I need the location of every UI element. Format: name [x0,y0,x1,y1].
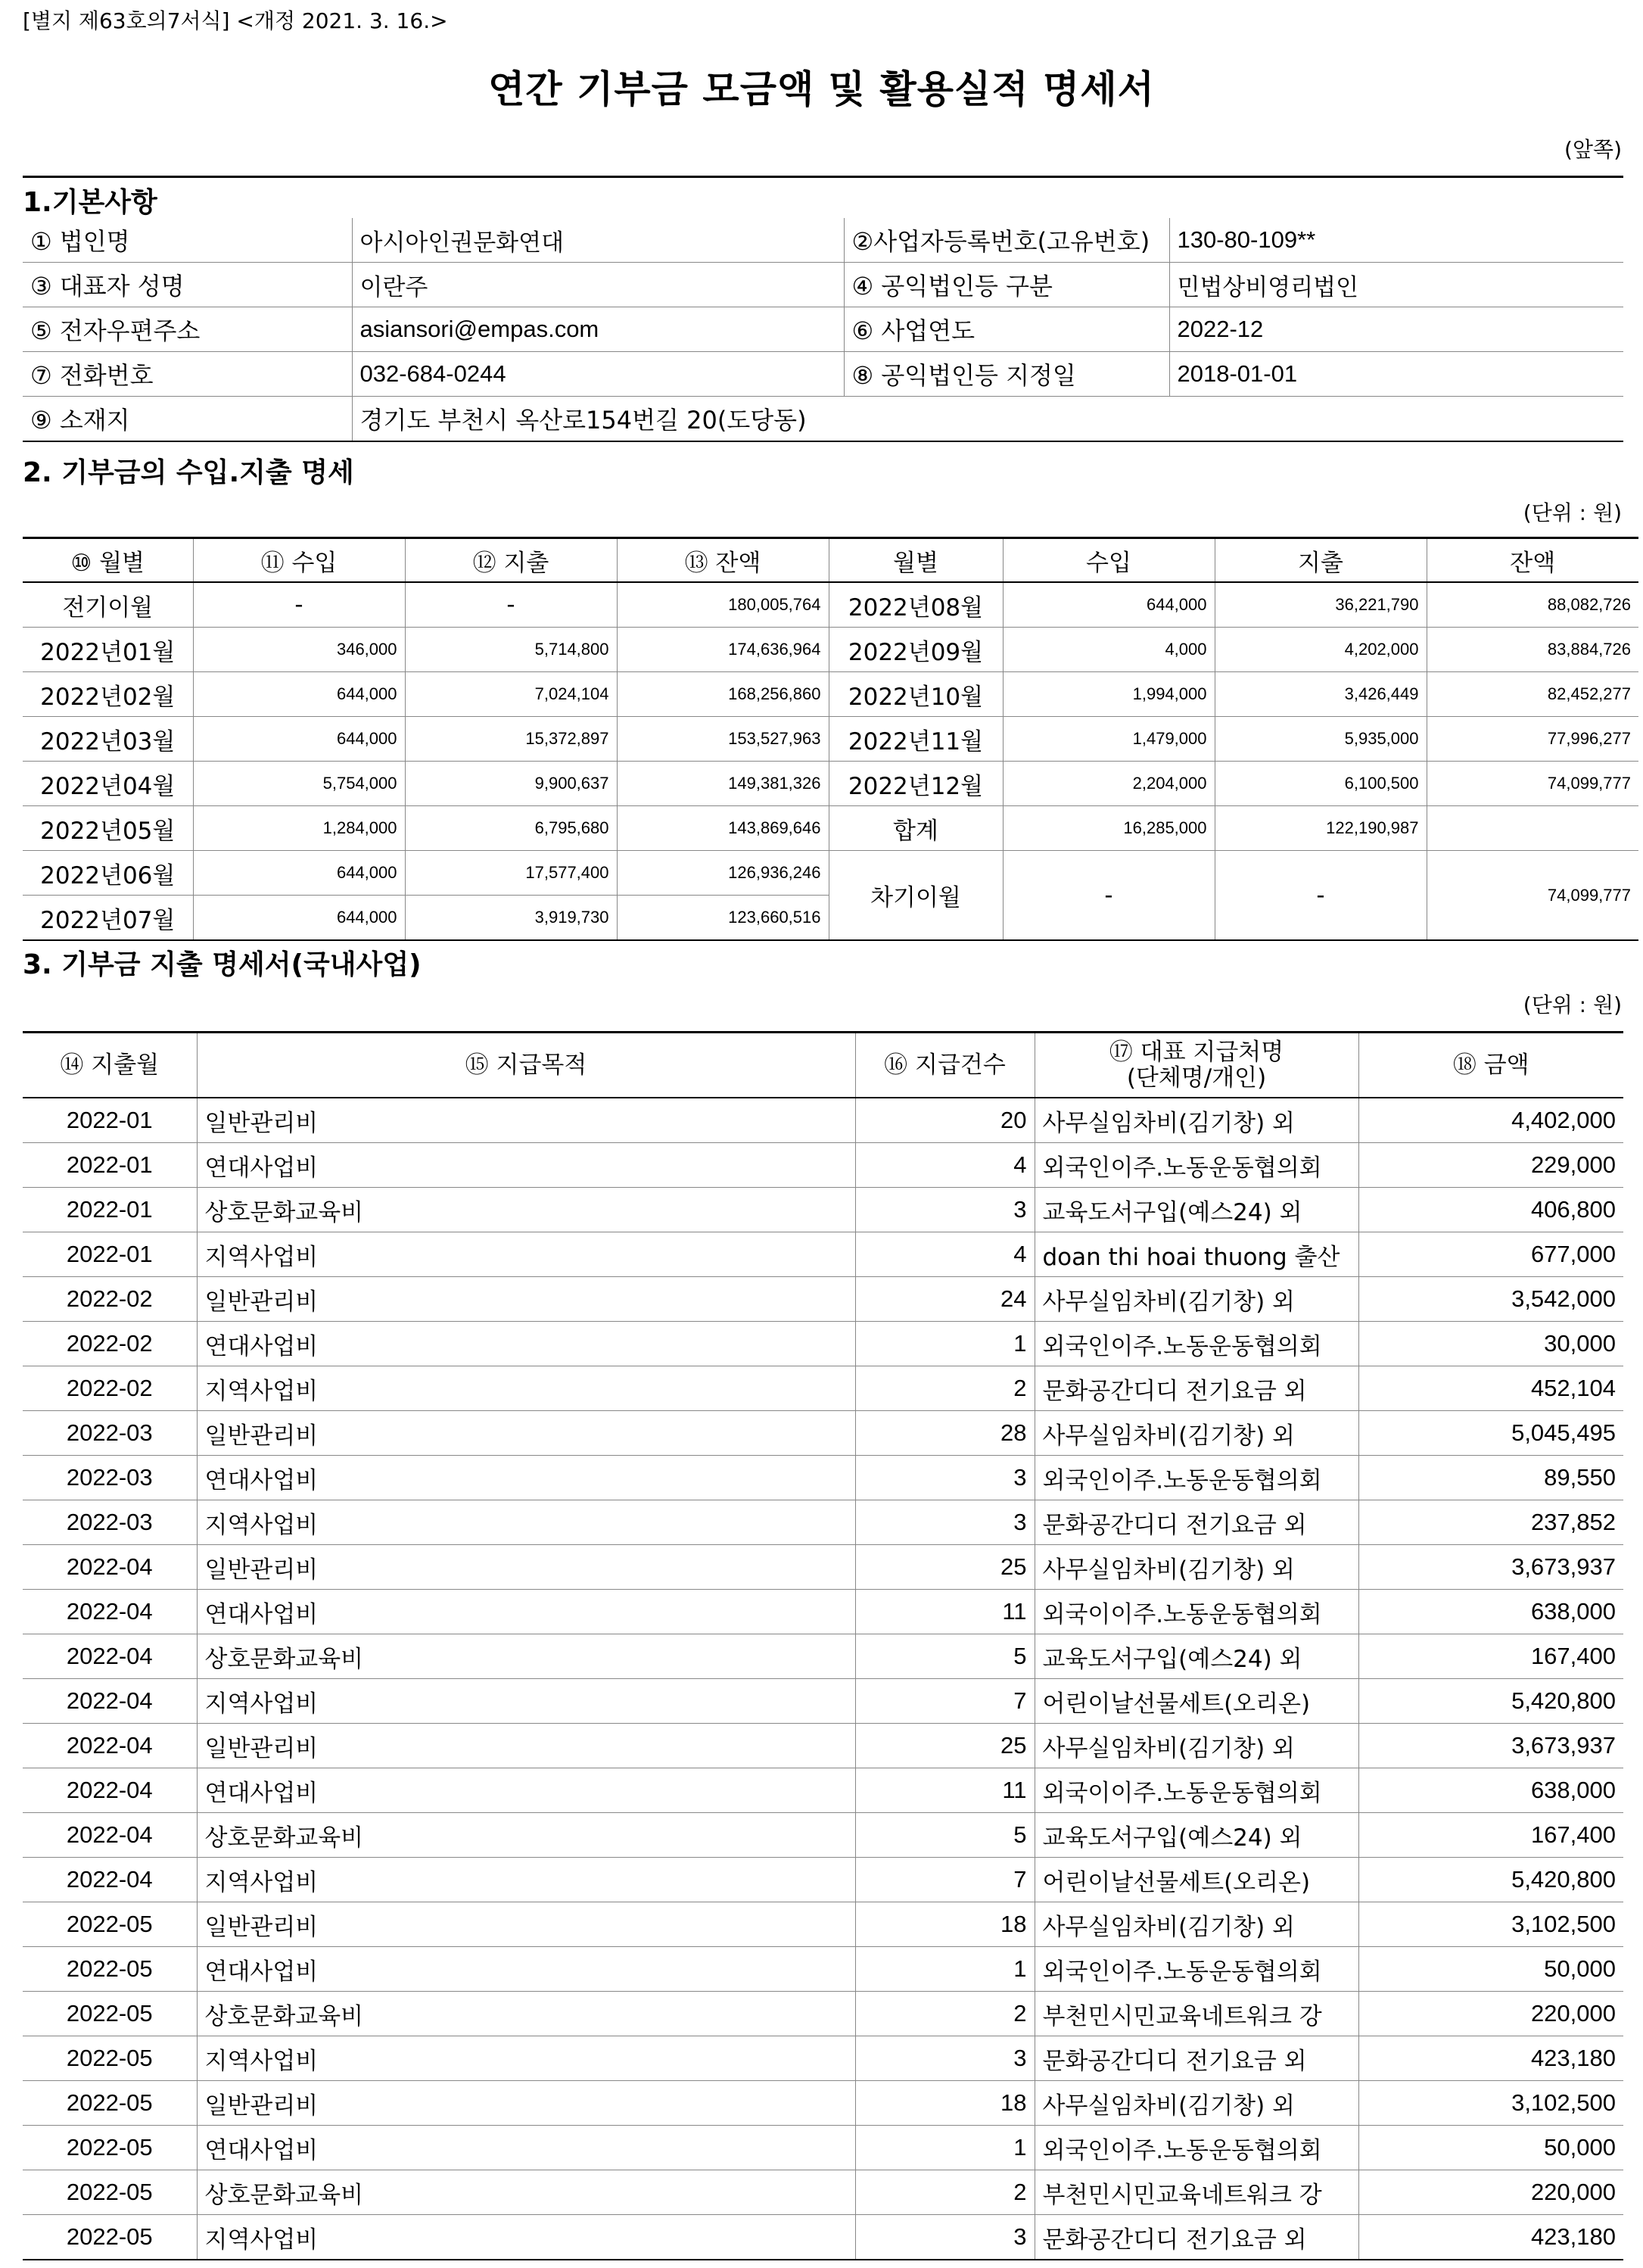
payee-name: 교육도서구입(예스24) 외 [1035,1188,1358,1232]
payee-name: 문화공간디디 전기요금 외 [1035,1500,1358,1545]
payment-purpose: 지역사업비 [197,1500,855,1545]
table-row [23,2081,1623,2126]
balance-cell: 168,256,860 [617,672,829,717]
payment-count: 3 [855,2215,1035,2260]
income-cell: 644,000 [193,717,405,762]
column-header: 잔액 [1427,538,1638,583]
balance-cell: 149,381,326 [617,762,829,806]
table-row [23,1098,1623,1143]
expense-month: 2022-02 [23,1322,197,1366]
field-value: 아시아인권문화연대 [352,218,844,263]
payee-name: 사무실임차비(김기창) 외 [1035,1902,1358,1947]
expense-month: 2022-03 [23,1411,197,1456]
section-spend-heading: 3. 기부금 지출 명세서(국내사업) [23,949,422,980]
payment-purpose: 지역사업비 [197,1858,855,1902]
payment-count: 1 [855,1947,1035,1992]
table-row [23,1947,1623,1992]
basic-info-row [23,307,1623,352]
payment-purpose: 연대사업비 [197,1143,855,1188]
payment-amount: 638,000 [1358,1768,1623,1813]
payee-name: 사무실임차비(김기창) 외 [1035,1277,1358,1322]
expense-month: 2022-04 [23,1590,197,1634]
expense-month: 2022-04 [23,1768,197,1813]
payment-amount: 406,800 [1358,1188,1623,1232]
expense-month: 2022-02 [23,1366,197,1411]
balance-cell: 153,527,963 [617,717,829,762]
basic-info-row [23,218,1623,263]
table-row [23,2170,1623,2215]
income-cell: 4,000 [1003,628,1215,672]
expense-month: 2022-01 [23,1232,197,1277]
payment-purpose: 지역사업비 [197,1366,855,1411]
field-label: ④ 공익법인등 구분 [844,263,1169,307]
expense-month: 2022-05 [23,2215,197,2260]
column-header: ⑪ 수입 [193,538,405,583]
payee-name: 교육도서구입(예스24) 외 [1035,1634,1358,1679]
balance-cell: 174,636,964 [617,628,829,672]
table-row [23,851,1638,896]
payment-count: 1 [855,1322,1035,1366]
balance-cell: 126,936,246 [617,851,829,896]
column-header: 수입 [1003,538,1215,583]
payee-name: 사무실임차비(김기창) 외 [1035,1098,1358,1143]
expense-cell: 3,919,730 [405,896,617,941]
income-cell: 644,000 [193,672,405,717]
field-value: 이란주 [352,263,844,307]
expense-month: 2022-05 [23,1902,197,1947]
field-label: ⑦ 전화번호 [23,352,352,397]
field-value: asiansori@empas.com [352,307,844,352]
table-row [23,1456,1623,1500]
basic-info-table [23,218,1623,442]
table-row [23,1590,1623,1634]
table-row [23,1411,1623,1456]
month-cell: 2022년11월 [829,717,1003,762]
section-money-heading: 2. 기부금의 수입.지출 명세 [23,457,354,488]
payee-name: doan thi hoai thuong 출산 [1035,1232,1358,1277]
income-cell: 346,000 [193,628,405,672]
income-cell: 644,000 [193,851,405,896]
payment-count: 7 [855,1679,1035,1724]
payment-amount: 3,102,500 [1358,1902,1623,1947]
payment-count: 3 [855,1188,1035,1232]
payment-purpose: 지역사업비 [197,2215,855,2260]
expense-month: 2022-01 [23,1143,197,1188]
expense-month: 2022-01 [23,1188,197,1232]
payment-amount: 50,000 [1358,2126,1623,2170]
payment-count: 11 [855,1768,1035,1813]
table-row [23,582,1638,628]
payment-amount: 3,542,000 [1358,1277,1623,1322]
payment-amount: 452,104 [1358,1366,1623,1411]
payment-count: 18 [855,2081,1035,2126]
payment-amount: 237,852 [1358,1500,1623,1545]
table-row [23,672,1638,717]
expense-month: 2022-03 [23,1500,197,1545]
payment-amount: 3,102,500 [1358,2081,1623,2126]
table-row [23,1366,1623,1411]
payment-purpose: 연대사업비 [197,2126,855,2170]
month-cell: 2022년05월 [23,806,193,851]
expense-cell: 5,714,800 [405,628,617,672]
payment-count: 20 [855,1098,1035,1143]
payment-amount: 50,000 [1358,1947,1623,1992]
field-label: ⑥ 사업연도 [844,307,1169,352]
table-row [23,2215,1623,2260]
payment-purpose: 일반관리비 [197,1098,855,1143]
table-row [23,1679,1623,1724]
payment-count: 2 [855,2170,1035,2215]
expense-cell: 5,935,000 [1215,717,1427,762]
payment-amount: 423,180 [1358,2215,1623,2260]
payment-amount: 3,673,937 [1358,1545,1623,1590]
income-cell: 16,285,000 [1003,806,1215,851]
month-cell: 2022년07월 [23,896,193,941]
balance-cell [1427,806,1638,851]
payee-name: 외국이이주.노동운동협의회 [1035,1768,1358,1813]
expense-cell: 15,372,897 [405,717,617,762]
expense-month: 2022-03 [23,1456,197,1500]
payee-name: 어린이날선물세트(오리온) [1035,1679,1358,1724]
table-row [23,1813,1623,1858]
payment-count: 3 [855,2036,1035,2081]
payment-amount: 5,420,800 [1358,1858,1623,1902]
donation-expenditure-table [23,1031,1623,2260]
balance-cell: 83,884,726 [1427,628,1638,672]
expense-month: 2022-05 [23,1992,197,2036]
payment-count: 1 [855,2126,1035,2170]
expense-cell: 9,900,637 [405,762,617,806]
payment-count: 25 [855,1724,1035,1768]
payment-amount: 423,180 [1358,2036,1623,2081]
field-value: 2022-12 [1169,307,1623,352]
table-row [23,1143,1623,1188]
payment-count: 24 [855,1277,1035,1322]
payment-purpose: 연대사업비 [197,1947,855,1992]
payee-name: 부천민시민교육네트워크 강 [1035,2170,1358,2215]
month-cell: 2022년08월 [829,582,1003,628]
column-header: ⑯ 지급건수 [855,1033,1035,1098]
month-cell: 2022년04월 [23,762,193,806]
payee-name: 사무실임차비(김기창) 외 [1035,1724,1358,1768]
balance-cell: 143,869,646 [617,806,829,851]
payment-count: 11 [855,1590,1035,1634]
expense-cell: 122,190,987 [1215,806,1427,851]
payment-amount: 30,000 [1358,1322,1623,1366]
balance-cell: 82,452,277 [1427,672,1638,717]
table-row [23,1634,1623,1679]
payment-amount: 220,000 [1358,1992,1623,2036]
month-cell: 2022년12월 [829,762,1003,806]
income-cell: 644,000 [1003,582,1215,628]
payment-amount: 167,400 [1358,1634,1623,1679]
table-row [23,1545,1623,1590]
table-row [23,628,1638,672]
column-header: ⑬ 잔액 [617,538,829,583]
payment-purpose: 연대사업비 [197,1456,855,1500]
balance-cell: 88,082,726 [1427,582,1638,628]
expense-month: 2022-04 [23,1858,197,1902]
payee-name: 외국이이주.노동운동협의회 [1035,1590,1358,1634]
basic-info-row [23,263,1623,307]
payment-purpose: 연대사업비 [197,1322,855,1366]
payment-purpose: 일반관리비 [197,1545,855,1590]
payee-name: 어린이날선물세트(오리온) [1035,1858,1358,1902]
expense-month: 2022-05 [23,2126,197,2170]
field-value: 2018-01-01 [1169,352,1623,397]
column-header: ⑰ 대표 지급처명 (단체명/개인) [1035,1033,1358,1098]
income-cell: 644,000 [193,896,405,941]
table-row [23,1277,1623,1322]
payment-amount: 220,000 [1358,2170,1623,2215]
expense-month: 2022-04 [23,1679,197,1724]
income-cell: 1,479,000 [1003,717,1215,762]
payment-count: 5 [855,1634,1035,1679]
payment-purpose: 상호문화교육비 [197,1188,855,1232]
payment-amount: 5,045,495 [1358,1411,1623,1456]
column-header: 월별 [829,538,1003,583]
expense-cell: 7,024,104 [405,672,617,717]
month-cell: 2022년01월 [23,628,193,672]
field-label: ⑤ 전자우편주소 [23,307,352,352]
table-row [23,806,1638,851]
field-label: ③ 대표자 성명 [23,263,352,307]
balance-cell: 123,660,516 [617,896,829,941]
balance-cell: 77,996,277 [1427,717,1638,762]
field-value: 032-684-0244 [352,352,844,397]
expense-month: 2022-04 [23,1724,197,1768]
payment-count: 5 [855,1813,1035,1858]
expense-cell: - [1215,851,1427,941]
table-row [23,2036,1623,2081]
expense-cell: 6,795,680 [405,806,617,851]
table-row [23,1322,1623,1366]
payee-name: 외국인이주.노동운동협의회 [1035,2126,1358,2170]
payment-amount: 5,420,800 [1358,1679,1623,1724]
payment-count: 2 [855,1366,1035,1411]
payee-name: 외국인이주.노동운동협의회 [1035,1947,1358,1992]
balance-cell: 74,099,777 [1427,851,1638,941]
payment-amount: 4,402,000 [1358,1098,1623,1143]
payment-count: 25 [855,1545,1035,1590]
table-row [23,717,1638,762]
expense-cell: 36,221,790 [1215,582,1427,628]
payment-count: 3 [855,1456,1035,1500]
payee-name: 사무실임차비(김기창) 외 [1035,2081,1358,2126]
basic-info-row [23,397,1623,442]
payment-purpose: 일반관리비 [197,1411,855,1456]
payee-name: 외국인이주.노동운동협의회 [1035,1143,1358,1188]
payment-purpose: 지역사업비 [197,1232,855,1277]
expense-month: 2022-04 [23,1634,197,1679]
expense-cell: 6,100,500 [1215,762,1427,806]
expense-month: 2022-01 [23,1098,197,1143]
payment-count: 3 [855,1500,1035,1545]
expense-month: 2022-02 [23,1277,197,1322]
expense-month: 2022-05 [23,2170,197,2215]
month-cell: 2022년03월 [23,717,193,762]
money-unit-note: (단위 : 원) [1523,500,1622,525]
income-cell: - [1003,851,1215,941]
basic-info-row [23,352,1623,397]
payment-purpose: 상호문화교육비 [197,2170,855,2215]
income-cell: - [193,582,405,628]
payee-name: 사무실임차비(김기창) 외 [1035,1411,1358,1456]
balance-cell: 74,099,777 [1427,762,1638,806]
month-cell: 합계 [829,806,1003,851]
table-row [23,1232,1623,1277]
month-cell: 2022년10월 [829,672,1003,717]
income-cell: 5,754,000 [193,762,405,806]
payment-count: 7 [855,1858,1035,1902]
field-label: ②사업자등록번호(고유번호) [844,218,1169,263]
income-cell: 1,994,000 [1003,672,1215,717]
payment-purpose: 일반관리비 [197,1277,855,1322]
payment-amount: 229,000 [1358,1143,1623,1188]
income-cell: 1,284,000 [193,806,405,851]
payment-amount: 3,673,937 [1358,1724,1623,1768]
payee-name: 외국인이주.노동운동협의회 [1035,1322,1358,1366]
balance-cell: 180,005,764 [617,582,829,628]
field-value: 민법상비영리법인 [1169,263,1623,307]
payment-purpose: 지역사업비 [197,1679,855,1724]
column-header: ⑩ 월별 [23,538,193,583]
payment-purpose: 상호문화교육비 [197,1813,855,1858]
column-header: ⑫ 지출 [405,538,617,583]
field-value: 130-80-109** [1169,218,1623,263]
payee-name: 교육도서구입(예스24) 외 [1035,1813,1358,1858]
column-header: ⑱ 금액 [1358,1033,1623,1098]
payment-purpose: 상호문화교육비 [197,1992,855,2036]
month-cell: 전기이월 [23,582,193,628]
payee-name: 부천민시민교육네트워크 강 [1035,1992,1358,2036]
payment-amount: 89,550 [1358,1456,1623,1500]
page-side-note: (앞쪽) [1564,137,1622,162]
month-cell: 2022년09월 [829,628,1003,672]
expense-cell: - [405,582,617,628]
column-header: ⑮ 지급목적 [197,1033,855,1098]
spend-unit-note: (단위 : 원) [1523,992,1622,1017]
table-row [23,1768,1623,1813]
expense-month: 2022-04 [23,1813,197,1858]
month-cell: 차기이월 [829,851,1003,941]
payment-count: 4 [855,1232,1035,1277]
payee-name: 문화공간디디 전기요금 외 [1035,2215,1358,2260]
expense-cell: 17,577,400 [405,851,617,896]
form-identifier: [별지 제63호의7서식] <개정 2021. 3. 16.> [23,8,448,33]
payee-name: 문화공간디디 전기요금 외 [1035,1366,1358,1411]
payment-amount: 638,000 [1358,1590,1623,1634]
payment-purpose: 상호문화교육비 [197,1634,855,1679]
payment-amount: 167,400 [1358,1813,1623,1858]
expense-month: 2022-04 [23,1545,197,1590]
table-row [23,2126,1623,2170]
section-basic-heading: 1.기본사항 [23,176,1623,220]
field-label: ① 법인명 [23,218,352,263]
payment-amount: 677,000 [1358,1232,1623,1277]
payment-purpose: 일반관리비 [197,1724,855,1768]
expense-cell: 3,426,449 [1215,672,1427,717]
expense-month: 2022-05 [23,1947,197,1992]
field-label: ⑨ 소재지 [23,397,352,442]
payee-name: 외국인이주.노동운동협의회 [1035,1456,1358,1500]
table-row [23,1992,1623,2036]
column-header: ⑭ 지출월 [23,1033,197,1098]
table-row [23,1500,1623,1545]
page-title: 연간 기부금 모금액 및 활용실적 명세서 [488,67,1155,111]
month-cell: 2022년06월 [23,851,193,896]
expense-cell: 4,202,000 [1215,628,1427,672]
field-label: ⑧ 공익법인등 지정일 [844,352,1169,397]
payment-count: 18 [855,1902,1035,1947]
table-row [23,1858,1623,1902]
donation-income-expense-table [23,537,1638,941]
expense-month: 2022-05 [23,2081,197,2126]
payment-purpose: 연대사업비 [197,1768,855,1813]
table-row [23,762,1638,806]
table-row [23,1724,1623,1768]
field-value: 경기도 부천시 옥산로154번길 20(도당동) [352,397,1623,442]
payment-count: 28 [855,1411,1035,1456]
payment-purpose: 일반관리비 [197,2081,855,2126]
column-header: 지출 [1215,538,1427,583]
payment-count: 2 [855,1992,1035,2036]
month-cell: 2022년02월 [23,672,193,717]
table-row [23,1188,1623,1232]
table-row [23,1902,1623,1947]
payment-purpose: 연대사업비 [197,1590,855,1634]
payment-count: 4 [855,1143,1035,1188]
payee-name: 문화공간디디 전기요금 외 [1035,2036,1358,2081]
expense-month: 2022-05 [23,2036,197,2081]
payment-purpose: 일반관리비 [197,1902,855,1947]
payment-purpose: 지역사업비 [197,2036,855,2081]
income-cell: 2,204,000 [1003,762,1215,806]
payee-name: 사무실임차비(김기창) 외 [1035,1545,1358,1590]
